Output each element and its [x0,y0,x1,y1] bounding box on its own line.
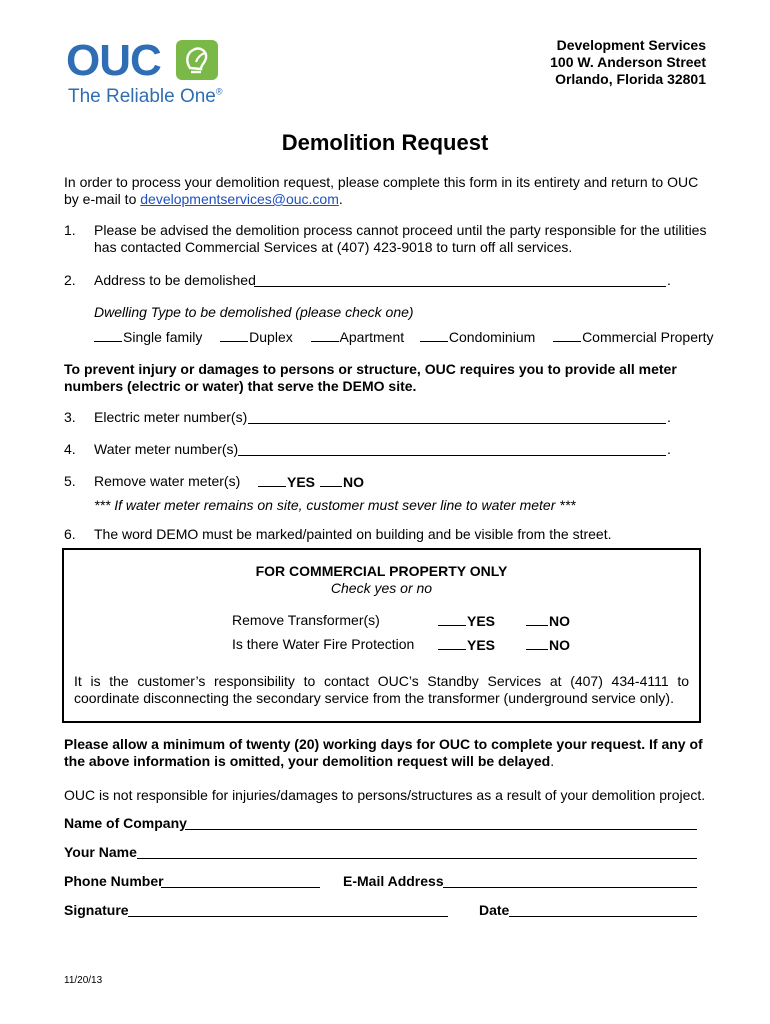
item-1-line2: has contacted Commercial Services at (407) 423-9018 to turn off all services. [94,239,573,255]
processing-notice [64,736,703,770]
intro-line2: by e-mail to developmentservices@ouc.com. [64,191,343,207]
fire-protection-label: Is there Water Fire Protection [232,636,415,652]
dwelling-options [94,328,714,345]
ouc-logo [66,36,226,116]
logo-tagline: The Reliable One® [68,86,223,107]
signature-label: Signature [64,902,129,918]
transformer-label: Remove Transformer(s) [232,612,380,628]
remove-water-meter-yes[interactable]: YES [258,473,315,490]
commercial-property-box [62,548,701,723]
fire-protection-no[interactable]: NO [526,636,570,653]
processing-notice-line2: the above information is omitted, your demolition request will be delayed. [64,753,555,769]
transformer-yes[interactable]: YES [438,612,495,629]
electric-meter-period: . [667,409,671,425]
transformer-no[interactable]: NO [526,612,570,629]
standby-note [74,673,689,707]
company-input-line[interactable] [185,829,697,830]
phone-label: Phone Number [64,873,164,889]
address-line2: 100 W. Anderson Street [550,54,706,70]
processing-notice-line1: Please allow a minimum of twenty (20) working days for OUC to complete your request. If any of [64,736,703,752]
page-title: Demolition Request [281,130,489,155]
remove-water-meter-no[interactable]: NO [320,473,364,490]
meter-warning-line2: numbers (electric or water) that serve the DEMO site. [64,378,417,394]
date-label: Date [479,902,510,918]
dwelling-option-commercial[interactable]: Commercial Property [553,329,713,345]
address-line3: Orlando, Florida 32801 [555,71,706,87]
email-input-line[interactable] [443,887,697,888]
electric-meter-label: Electric meter number(s) [94,409,248,425]
email-label: E-Mail Address [343,873,444,889]
lightbulb-leaf-icon [176,40,218,80]
dwelling-option-single[interactable]: Single family [94,329,202,345]
dwelling-option-duplex[interactable]: Duplex [220,329,293,345]
item-5-number: 5. [64,473,76,489]
commercial-heading: FOR COMMERCIAL PROPERTY ONLY [255,563,508,579]
address-period: . [667,272,671,288]
item-1-number: 1. [64,222,76,238]
item-6-number: 6. [64,526,76,542]
fire-protection-yes[interactable]: YES [438,636,495,653]
water-meter-period: . [667,441,671,457]
standby-note-line2: coordinate disconnecting the secondary service from the transformer (underground service only). [74,690,674,706]
item-3-number: 3. [64,409,76,425]
commercial-subheading: Check yes or no [330,580,433,596]
item-4-number: 4. [64,441,76,457]
dwelling-heading: Dwelling Type to be demolished (please check one) [94,304,414,320]
address-label: Address to be demolished [94,272,256,288]
your-name-input-line[interactable] [137,858,697,859]
remove-water-meter-label: Remove water meter(s) [94,473,241,489]
dwelling-option-apartment[interactable]: Apartment [311,329,405,345]
signature-input-line[interactable] [128,916,448,917]
your-name-label: Your Name [64,844,137,860]
item-2-number: 2. [64,272,76,288]
item-1-text [94,222,706,256]
meter-warning [64,361,677,395]
intro-paragraph [64,174,698,208]
address-line1: Development Services [556,37,706,53]
logo-wordmark: OUC [66,36,161,85]
electric-meter-input-line[interactable] [248,423,666,424]
phone-input-line[interactable] [161,887,320,888]
item-1-line1: Please be advised the demolition process cannot proceed until the party responsible for the utilities [94,222,707,238]
address-input-line[interactable] [254,286,666,287]
item-6-text: The word DEMO must be marked/painted on building and be visible from the street. [94,526,612,542]
dwelling-option-condominium[interactable]: Condominium [420,329,535,345]
water-meter-note: *** If water meter remains on site, customer must sever line to water meter *** [94,497,576,513]
liability-disclaimer: OUC is not responsible for injuries/damages to persons/structures as a result of your demolition project. [64,787,706,803]
meter-warning-line1: To prevent injury or damages to persons or structure, OUC requires you to provide all meter [64,361,677,377]
revision-date: 11/20/13 [64,975,103,986]
office-address [550,37,706,88]
intro-line1: In order to process your demolition request, please complete this form in its entirety and return to OUC [64,174,699,190]
water-meter-input-line[interactable] [238,455,666,456]
email-link[interactable]: developmentservices@ouc.com [140,191,339,207]
company-label: Name of Company [64,815,187,831]
water-meter-label: Water meter number(s) [94,441,239,457]
date-input-line[interactable] [509,916,697,917]
standby-note-line1: It is the customer’s responsibility to contact OUC’s Standby Services at (407) 434-4111 to [74,673,689,689]
